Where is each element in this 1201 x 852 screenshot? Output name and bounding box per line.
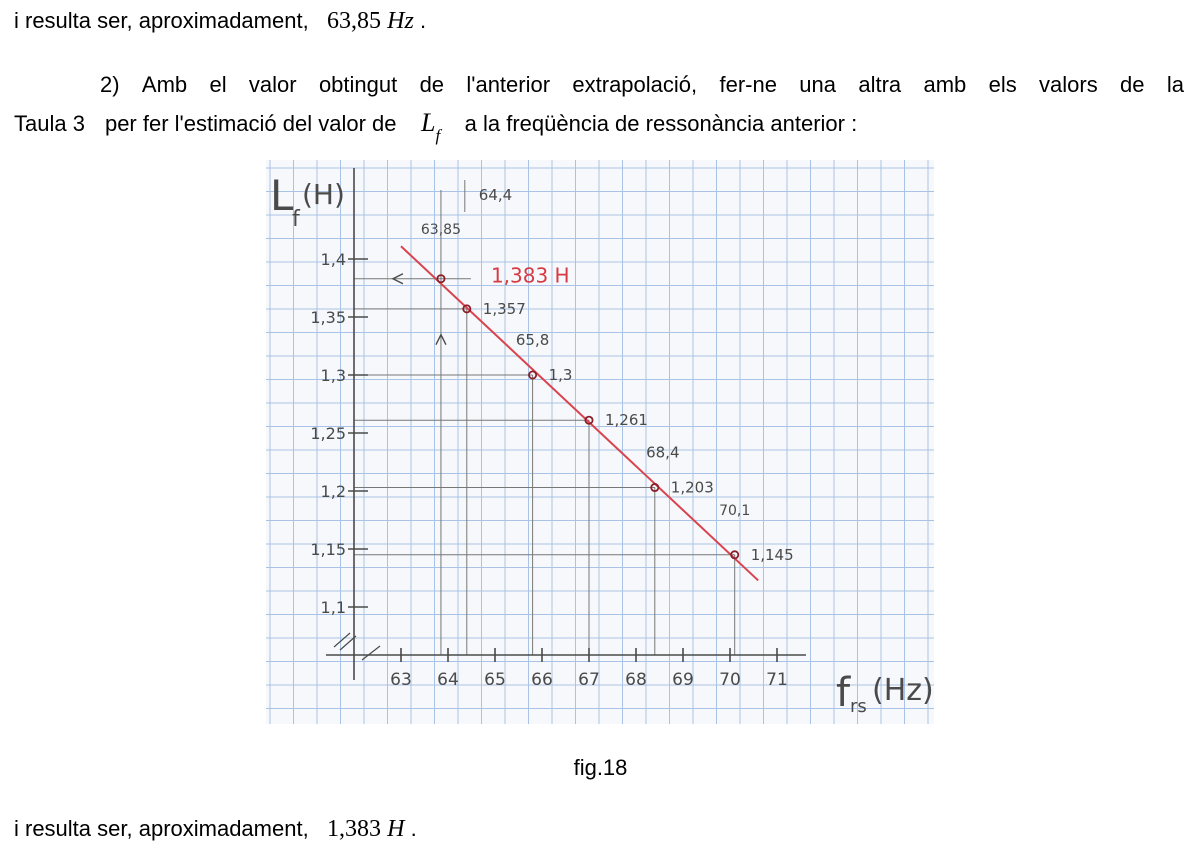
result-frequency-period: .	[419, 8, 427, 33]
step-2-word: 2)	[100, 72, 120, 97]
extrapolation-figure	[266, 160, 934, 724]
x-axis-title-subscript: rs	[850, 696, 867, 717]
x-tick-label: 66	[531, 670, 553, 690]
step-2-text-end: a la freqüència de ressonància anterior :	[464, 111, 858, 136]
step-2-first-line	[14, 66, 1184, 104]
x-point-label: 64,4	[478, 186, 513, 204]
x-point-label: 65,8	[515, 331, 550, 349]
x-tick-label: 65	[484, 670, 506, 690]
step-2-word: la	[1166, 72, 1184, 97]
y-axis-title-unit: (H)	[302, 178, 345, 211]
y-tick-label: 1,3	[320, 366, 346, 385]
result-frequency-value: 63,85	[327, 8, 382, 34]
table-reference: Taula 3	[14, 111, 85, 136]
y-tick-label: 1,1	[320, 598, 346, 617]
inductance-symbol-subscript: f	[435, 126, 441, 146]
x-tick-label: 67	[578, 670, 600, 690]
step-2-paragraph	[14, 66, 1184, 151]
y-tick-label: 1,25	[310, 424, 346, 443]
step-2-word: valors	[1039, 72, 1098, 97]
step-2-word: els	[988, 72, 1017, 97]
result-inductance-period: .	[410, 816, 417, 841]
step-2-second-line	[14, 104, 1184, 151]
step-2-word: altra	[858, 72, 902, 97]
inductance-symbol	[420, 108, 441, 146]
x-tick-label: 64	[437, 670, 459, 690]
result-frequency-text: i resulta ser, aproximadament,	[14, 8, 309, 33]
inductance-symbol-letter: L	[420, 108, 436, 137]
y-tick-label: 1,2	[320, 482, 346, 501]
step-2-word: valor	[248, 72, 297, 97]
result-inductance-unit: H	[387, 816, 405, 842]
result-inductance-value: 1,383	[327, 816, 382, 842]
step-2-word: Amb	[141, 72, 188, 97]
point-value-label: 1,145	[750, 545, 794, 564]
step-2-word: fer-ne	[719, 72, 777, 97]
figure-caption: fig.18	[573, 755, 628, 780]
y-axis-title-subscript: f	[292, 207, 300, 232]
x-tick-label: 63	[390, 670, 412, 690]
step-2-word: de	[1120, 72, 1145, 97]
y-tick-label: 1,15	[310, 540, 346, 559]
result-inductance-line	[14, 816, 417, 842]
x-axis-title: f	[836, 670, 851, 716]
x-point-label: 68,4	[646, 443, 680, 462]
result-frequency-unit: Hz	[387, 8, 414, 34]
point-value-label: 1,261	[605, 411, 648, 430]
x-axis-title-unit: (Hz)	[872, 673, 934, 708]
y-tick-label: 1,4	[320, 250, 346, 269]
result-frequency-line	[14, 8, 426, 34]
x-tick-label: 68	[625, 670, 647, 690]
step-2-word: de	[419, 72, 445, 97]
step-2-word: amb	[923, 72, 967, 97]
x-tick-label: 70	[719, 670, 741, 690]
extrapolation-chart	[266, 160, 934, 724]
x-tick-label: 69	[672, 670, 694, 690]
step-2-word: l'anterior	[466, 72, 551, 97]
point-value-label: 1,3	[548, 366, 573, 384]
step-2-word: una	[799, 72, 836, 97]
x-tick-label: 71	[766, 670, 788, 690]
extrapolated-x-label: 63,85	[420, 222, 461, 238]
result-inductance-text: i resulta ser, aproximadament,	[14, 816, 309, 841]
step-2-word: el	[209, 72, 227, 97]
y-axis-title: L	[270, 171, 294, 220]
extrapolated-y-label: 1,383 H	[490, 263, 570, 288]
step-2-word: obtingut	[318, 72, 398, 97]
point-value-label: 1,203	[670, 478, 714, 497]
step-2-word: extrapolació,	[572, 72, 698, 97]
step-2-text: per fer l'estimació del valor de	[104, 111, 397, 136]
y-tick-label: 1,35	[310, 308, 346, 327]
point-value-label: 1,357	[482, 299, 526, 318]
x-point-label: 70,1	[719, 502, 751, 519]
